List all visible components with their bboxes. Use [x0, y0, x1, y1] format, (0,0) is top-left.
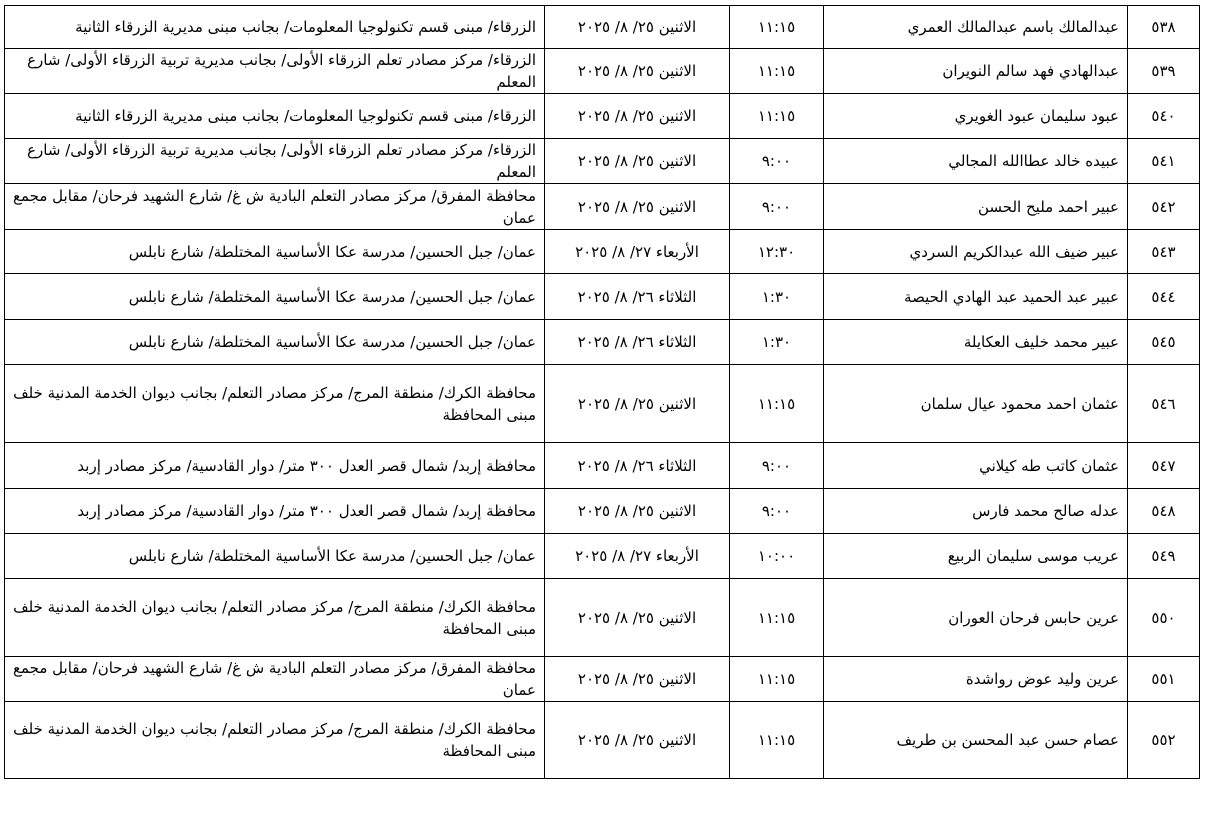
appointment-date: الثلاثاء ٢٦/ ٨/ ٢٠٢٥ — [577, 287, 697, 306]
table-row — [5, 139, 1200, 184]
table-row — [5, 443, 1200, 489]
appointment-date-cell — [545, 184, 730, 230]
person-name-cell — [824, 365, 1128, 443]
row-number-cell — [1128, 365, 1200, 443]
row-number: ٥٤٨ — [1151, 502, 1176, 520]
row-number: ٥٤٣ — [1151, 242, 1176, 261]
row-number-cell — [1128, 657, 1200, 702]
row-number: ٥٤٠ — [1151, 107, 1176, 125]
row-number: ٥٤٥ — [1151, 333, 1176, 351]
appointment-location: الزرقاء/ مركز مصادر تعلم الزرقاء الأولى/ بجانب مديرية تربية الزرقاء الأولى/ شارع المعلم — [27, 51, 536, 91]
appointment-time-cell — [730, 489, 824, 534]
appointment-time-cell — [730, 534, 824, 579]
row-number-cell — [1128, 579, 1200, 657]
table-row — [5, 230, 1200, 274]
appointment-location-cell — [5, 49, 545, 94]
person-name: عبير ضيف الله عبدالكريم السردي — [909, 242, 1119, 261]
row-number-cell — [1128, 49, 1200, 94]
row-number-cell — [1128, 139, 1200, 184]
appointment-time: ٩:٠٠ — [761, 502, 792, 520]
appointment-location-cell — [5, 702, 545, 779]
appointment-time: ٩:٠٠ — [761, 152, 792, 170]
appointment-date-cell — [545, 579, 730, 657]
schedule-table-body — [5, 6, 1200, 779]
appointment-date: الثلاثاء ٢٦/ ٨/ ٢٠٢٥ — [577, 333, 697, 351]
appointment-time: ١١:١٥ — [757, 731, 796, 749]
table-row — [5, 702, 1200, 779]
person-name: عبير محمد خليف العكايلة — [963, 333, 1119, 351]
appointment-time: ١١:١٥ — [757, 670, 796, 688]
appointment-date-cell — [545, 274, 730, 320]
person-name-cell — [824, 230, 1128, 274]
appointment-date-cell — [545, 443, 730, 489]
table-row — [5, 49, 1200, 94]
appointment-date: الاثنين ٢٥/ ٨/ ٢٠٢٥ — [577, 731, 697, 749]
row-number-cell — [1128, 94, 1200, 139]
appointment-date-cell — [545, 230, 730, 274]
person-name-cell — [824, 320, 1128, 365]
row-number-cell — [1128, 443, 1200, 489]
appointment-location-cell — [5, 579, 545, 657]
row-number-cell — [1128, 489, 1200, 534]
appointment-date-cell — [545, 489, 730, 534]
appointment-date: الاثنين ٢٥/ ٨/ ٢٠٢٥ — [577, 608, 697, 627]
appointment-date-cell — [545, 702, 730, 779]
appointment-time: ١:٣٠ — [761, 333, 792, 351]
row-number: ٥٤٤ — [1151, 287, 1176, 306]
person-name-cell — [824, 49, 1128, 94]
row-number: ٥٤٢ — [1151, 197, 1176, 216]
appointment-time-cell — [730, 657, 824, 702]
appointment-date-cell — [545, 320, 730, 365]
appointment-time-cell — [730, 94, 824, 139]
row-number-cell — [1128, 230, 1200, 274]
person-name: عثمان كاتب طه كيلاني — [979, 456, 1119, 475]
appointment-time-cell — [730, 6, 824, 49]
appointment-time: ١١:١٥ — [757, 608, 796, 627]
appointment-time: ١:٣٠ — [761, 287, 792, 306]
appointment-date-cell — [545, 365, 730, 443]
appointment-location: عمان/ جبل الحسين/ مدرسة عكا الأساسية المختلطة/ شارع نابلس — [128, 287, 536, 306]
person-name: عبير عبد الحميد عبد الهادي الحيصة — [904, 287, 1119, 306]
row-number-cell — [1128, 6, 1200, 49]
appointment-time: ١١:١٥ — [757, 394, 796, 413]
appointment-date-cell — [545, 139, 730, 184]
appointment-location-cell — [5, 489, 545, 534]
person-name-cell — [824, 6, 1128, 49]
appointment-time: ١١:١٥ — [757, 18, 796, 36]
appointment-location: محافظة الكرك/ منطقة المرج/ مركز مصادر التعلم/ بجانب ديوان الخدمة المدنية خلف مبنى المحافظة — [13, 383, 536, 424]
person-name-cell — [824, 184, 1128, 230]
appointment-time-cell — [730, 184, 824, 230]
person-name-cell — [824, 274, 1128, 320]
appointment-time: ٩:٠٠ — [761, 197, 792, 216]
table-row — [5, 274, 1200, 320]
table-row — [5, 365, 1200, 443]
appointment-time-cell — [730, 139, 824, 184]
appointment-location: محافظة المفرق/ مركز مصادر التعلم البادية ش غ/ شارع الشهيد فرحان/ مقابل مجمع عمان — [13, 659, 536, 699]
person-name-cell — [824, 443, 1128, 489]
person-name-cell — [824, 657, 1128, 702]
person-name: عصام حسن عبد المحسن بن طريف — [896, 731, 1119, 749]
row-number: ٥٥٢ — [1151, 731, 1176, 749]
table-row — [5, 320, 1200, 365]
schedule-sheet — [4, 5, 1200, 779]
table-row — [5, 657, 1200, 702]
appointment-time-cell — [730, 443, 824, 489]
appointment-location-cell — [5, 534, 545, 579]
person-name: عرين حابس فرحان العوران — [948, 608, 1119, 627]
person-name: عدله صالح محمد فارس — [972, 502, 1119, 520]
appointment-location-cell — [5, 6, 545, 49]
appointment-location-cell — [5, 320, 545, 365]
table-row — [5, 184, 1200, 230]
appointment-date: الاثنين ٢٥/ ٨/ ٢٠٢٥ — [577, 18, 697, 36]
table-row — [5, 534, 1200, 579]
appointment-date-cell — [545, 6, 730, 49]
appointment-date-cell — [545, 657, 730, 702]
appointment-time-cell — [730, 320, 824, 365]
appointment-time: ١٠:٠٠ — [757, 547, 796, 565]
row-number-cell — [1128, 320, 1200, 365]
appointment-location: محافظة المفرق/ مركز مصادر التعلم البادية ش غ/ شارع الشهيد فرحان/ مقابل مجمع عمان — [13, 186, 536, 227]
appointment-date: الاثنين ٢٥/ ٨/ ٢٠٢٥ — [577, 502, 697, 520]
table-row — [5, 489, 1200, 534]
appointment-location: محافظة الكرك/ منطقة المرج/ مركز مصادر التعلم/ بجانب ديوان الخدمة المدنية خلف مبنى المحافظة — [13, 720, 536, 760]
appointment-location-cell — [5, 184, 545, 230]
appointment-location-cell — [5, 139, 545, 184]
appointment-location-cell — [5, 94, 545, 139]
row-number-cell — [1128, 534, 1200, 579]
appointment-date-cell — [545, 49, 730, 94]
appointment-time-cell — [730, 274, 824, 320]
appointment-date: الاثنين ٢٥/ ٨/ ٢٠٢٥ — [577, 197, 697, 216]
appointment-location-cell — [5, 443, 545, 489]
person-name: عريب موسى سليمان الربيع — [947, 547, 1119, 565]
person-name: عبود سليمان عبود الغويري — [954, 107, 1119, 125]
person-name: عبدالمالك باسم عبدالمالك العمري — [907, 18, 1119, 36]
person-name-cell — [824, 139, 1128, 184]
person-name-cell — [824, 702, 1128, 779]
person-name: عبدالهادي فهد سالم النويران — [942, 62, 1119, 80]
person-name: عثمان احمد محمود عيال سلمان — [920, 394, 1119, 413]
appointment-date-cell — [545, 94, 730, 139]
appointment-time-cell — [730, 365, 824, 443]
appointment-time: ١١:١٥ — [757, 62, 796, 80]
appointment-date: الثلاثاء ٢٦/ ٨/ ٢٠٢٥ — [577, 456, 697, 475]
appointment-location-cell — [5, 274, 545, 320]
row-number-cell — [1128, 184, 1200, 230]
person-name-cell — [824, 579, 1128, 657]
row-number: ٥٣٨ — [1151, 18, 1176, 36]
row-number: ٥٤١ — [1151, 152, 1176, 170]
appointment-date: الأربعاء ٢٧/ ٨/ ٢٠٢٥ — [575, 242, 699, 261]
table-row — [5, 6, 1200, 49]
table-row — [5, 579, 1200, 657]
appointment-location-cell — [5, 657, 545, 702]
appointment-date: الاثنين ٢٥/ ٨/ ٢٠٢٥ — [577, 107, 697, 125]
appointment-location: محافظة الكرك/ منطقة المرج/ مركز مصادر التعلم/ بجانب ديوان الخدمة المدنية خلف مبنى المحافظة — [13, 597, 536, 638]
row-number: ٥٥١ — [1151, 670, 1176, 688]
appointment-location-cell — [5, 365, 545, 443]
appointment-location: الزرقاء/ مبنى قسم تكنولوجيا المعلومات/ بجانب مبنى مديرية الزرقاء الثانية — [75, 18, 536, 36]
appointment-date: الاثنين ٢٥/ ٨/ ٢٠٢٥ — [577, 152, 697, 170]
person-name-cell — [824, 94, 1128, 139]
appointment-date: الاثنين ٢٥/ ٨/ ٢٠٢٥ — [577, 62, 697, 80]
appointment-location: عمان/ جبل الحسين/ مدرسة عكا الأساسية المختلطة/ شارع نابلس — [128, 242, 536, 261]
appointment-time: ٩:٠٠ — [761, 456, 792, 475]
person-name: عرين وليد عوض رواشدة — [965, 670, 1119, 688]
person-name-cell — [824, 489, 1128, 534]
row-number: ٥٣٩ — [1151, 62, 1176, 80]
person-name-cell — [824, 534, 1128, 579]
row-number: ٥٥٠ — [1151, 608, 1176, 627]
row-number-cell — [1128, 274, 1200, 320]
appointment-location: محافظة إربد/ شمال قصر العدل ٣٠٠ متر/ دوار القادسية/ مركز مصادر إربد — [77, 456, 536, 475]
appointment-date: الاثنين ٢٥/ ٨/ ٢٠٢٥ — [577, 670, 697, 688]
appointment-time-cell — [730, 702, 824, 779]
appointment-location-cell — [5, 230, 545, 274]
person-name: عبيده خالد عطاالله المجالي — [948, 152, 1119, 170]
appointment-location: الزرقاء/ مبنى قسم تكنولوجيا المعلومات/ بجانب مبنى مديرية الزرقاء الثانية — [75, 107, 536, 125]
row-number-cell — [1128, 702, 1200, 779]
appointment-time-cell — [730, 230, 824, 274]
appointment-location: عمان/ جبل الحسين/ مدرسة عكا الأساسية المختلطة/ شارع نابلس — [128, 333, 536, 351]
appointment-location: الزرقاء/ مركز مصادر تعلم الزرقاء الأولى/ بجانب مديرية تربية الزرقاء الأولى/ شارع المعلم — [27, 141, 536, 181]
person-name: عبير احمد مليح الحسن — [978, 197, 1119, 216]
row-number: ٥٤٦ — [1151, 394, 1176, 413]
appointment-location: محافظة إربد/ شمال قصر العدل ٣٠٠ متر/ دوار القادسية/ مركز مصادر إربد — [77, 502, 536, 520]
table-row — [5, 94, 1200, 139]
appointment-time: ١٢:٣٠ — [757, 242, 796, 261]
row-number: ٥٤٧ — [1151, 456, 1176, 475]
appointment-location: عمان/ جبل الحسين/ مدرسة عكا الأساسية المختلطة/ شارع نابلس — [128, 547, 536, 565]
appointment-time-cell — [730, 49, 824, 94]
schedule-table — [4, 5, 1200, 779]
appointment-date-cell — [545, 534, 730, 579]
row-number: ٥٤٩ — [1151, 547, 1176, 565]
appointment-time: ١١:١٥ — [757, 107, 796, 125]
appointment-date: الاثنين ٢٥/ ٨/ ٢٠٢٥ — [577, 394, 697, 413]
appointment-time-cell — [730, 579, 824, 657]
appointment-date: الأربعاء ٢٧/ ٨/ ٢٠٢٥ — [575, 547, 699, 565]
